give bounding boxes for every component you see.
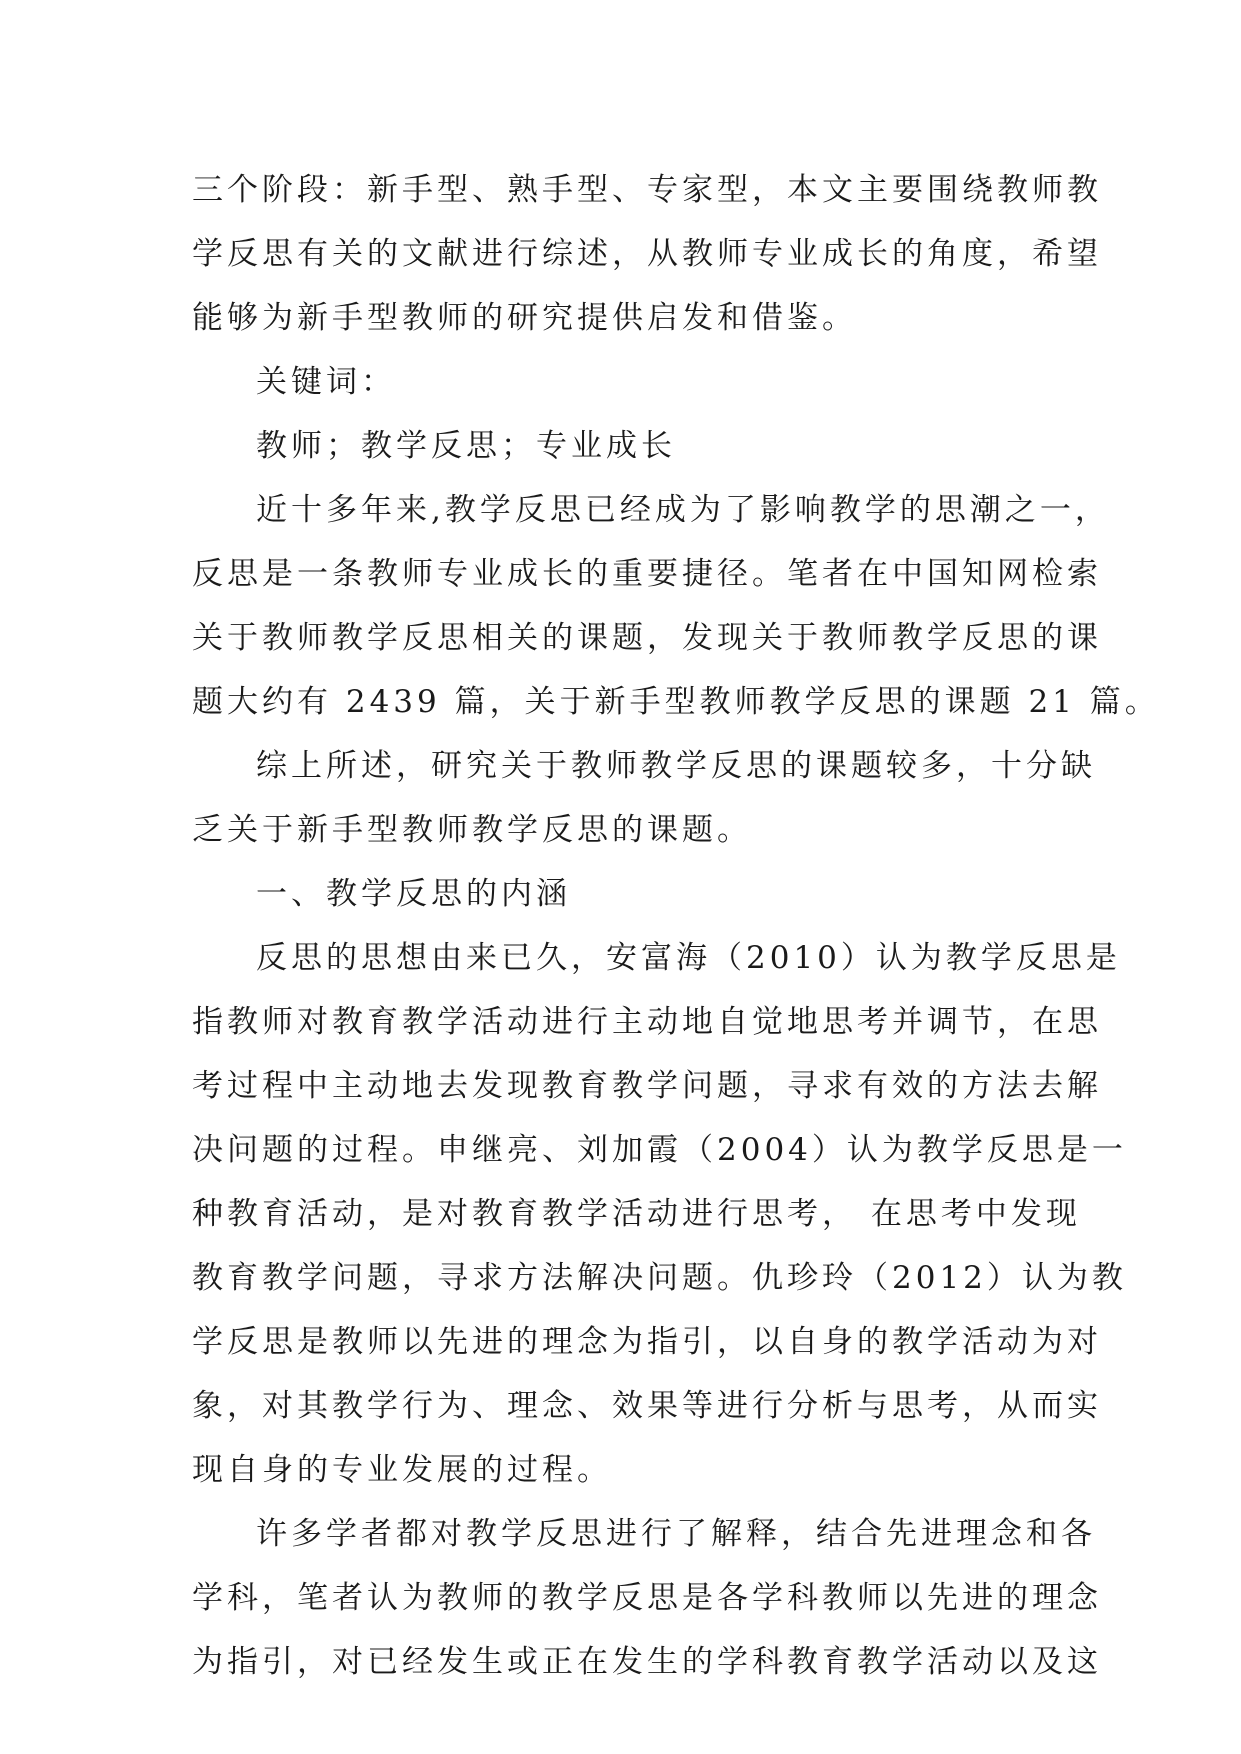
text-line: 乏关于新手型教师教学反思的课题。 <box>192 812 752 848</box>
text-line: 学反思有关的文献进行综述，从教师专业成长的角度，希望 <box>192 236 1102 272</box>
text-line: 能够为新手型教师的研究提供启发和借鉴。 <box>192 300 857 336</box>
keywords-list: 教师；教学反思；专业成长 <box>256 428 676 464</box>
text-line: 种教育活动，是对教育教学活动进行思考， 在思考中发现 <box>192 1196 1081 1232</box>
text-line: 指教师对教育教学活动进行主动地自觉地思考并调节，在思 <box>192 1004 1102 1040</box>
keywords-label: 关键词： <box>256 364 396 400</box>
text-line: 现自身的专业发展的过程。 <box>192 1452 612 1488</box>
text-line: 反思是一条教师专业成长的重要捷径。笔者在中国知网检索 <box>192 556 1102 592</box>
paragraph-start: 反思的思想由来已久，安富海（2010）认为教学反思是 <box>256 940 1121 976</box>
body-text <box>192 158 1160 1694</box>
text-line: 决问题的过程。申继亮、刘加霞（2004）认为教学反思是一 <box>192 1132 1127 1168</box>
text-line: 关于教师教学反思相关的课题，发现关于教师教学反思的课 <box>192 620 1102 656</box>
text-line: 学反思是教师以先进的理念为指引，以自身的教学活动为对 <box>192 1324 1102 1360</box>
text-line: 为指引，对已经发生或正在发生的学科教育教学活动以及这 <box>192 1644 1102 1680</box>
text-line: 象，对其教学行为、理念、效果等进行分析与思考，从而实 <box>192 1388 1102 1424</box>
text-line: 三个阶段：新手型、熟手型、专家型，本文主要围绕教师教 <box>192 172 1102 208</box>
text-line: 学科，笔者认为教师的教学反思是各学科教师以先进的理念 <box>192 1580 1102 1616</box>
text-line: 教育教学问题，寻求方法解决问题。仇珍玲（2012）认为教 <box>192 1260 1127 1296</box>
section-heading: 一、教学反思的内涵 <box>256 876 571 912</box>
text-line: 题大约有 2439 篇，关于新手型教师教学反思的课题 21 篇。 <box>192 684 1160 720</box>
paragraph-start: 近十多年来,教学反思已经成为了影响教学的思潮之一， <box>256 492 1110 528</box>
text-line: 考过程中主动地去发现教育教学问题，寻求有效的方法去解 <box>192 1068 1102 1104</box>
paragraph-start: 许多学者都对教学反思进行了解释，结合先进理念和各 <box>256 1516 1096 1552</box>
paragraph-start: 综上所述，研究关于教师教学反思的课题较多，十分缺 <box>256 748 1096 784</box>
